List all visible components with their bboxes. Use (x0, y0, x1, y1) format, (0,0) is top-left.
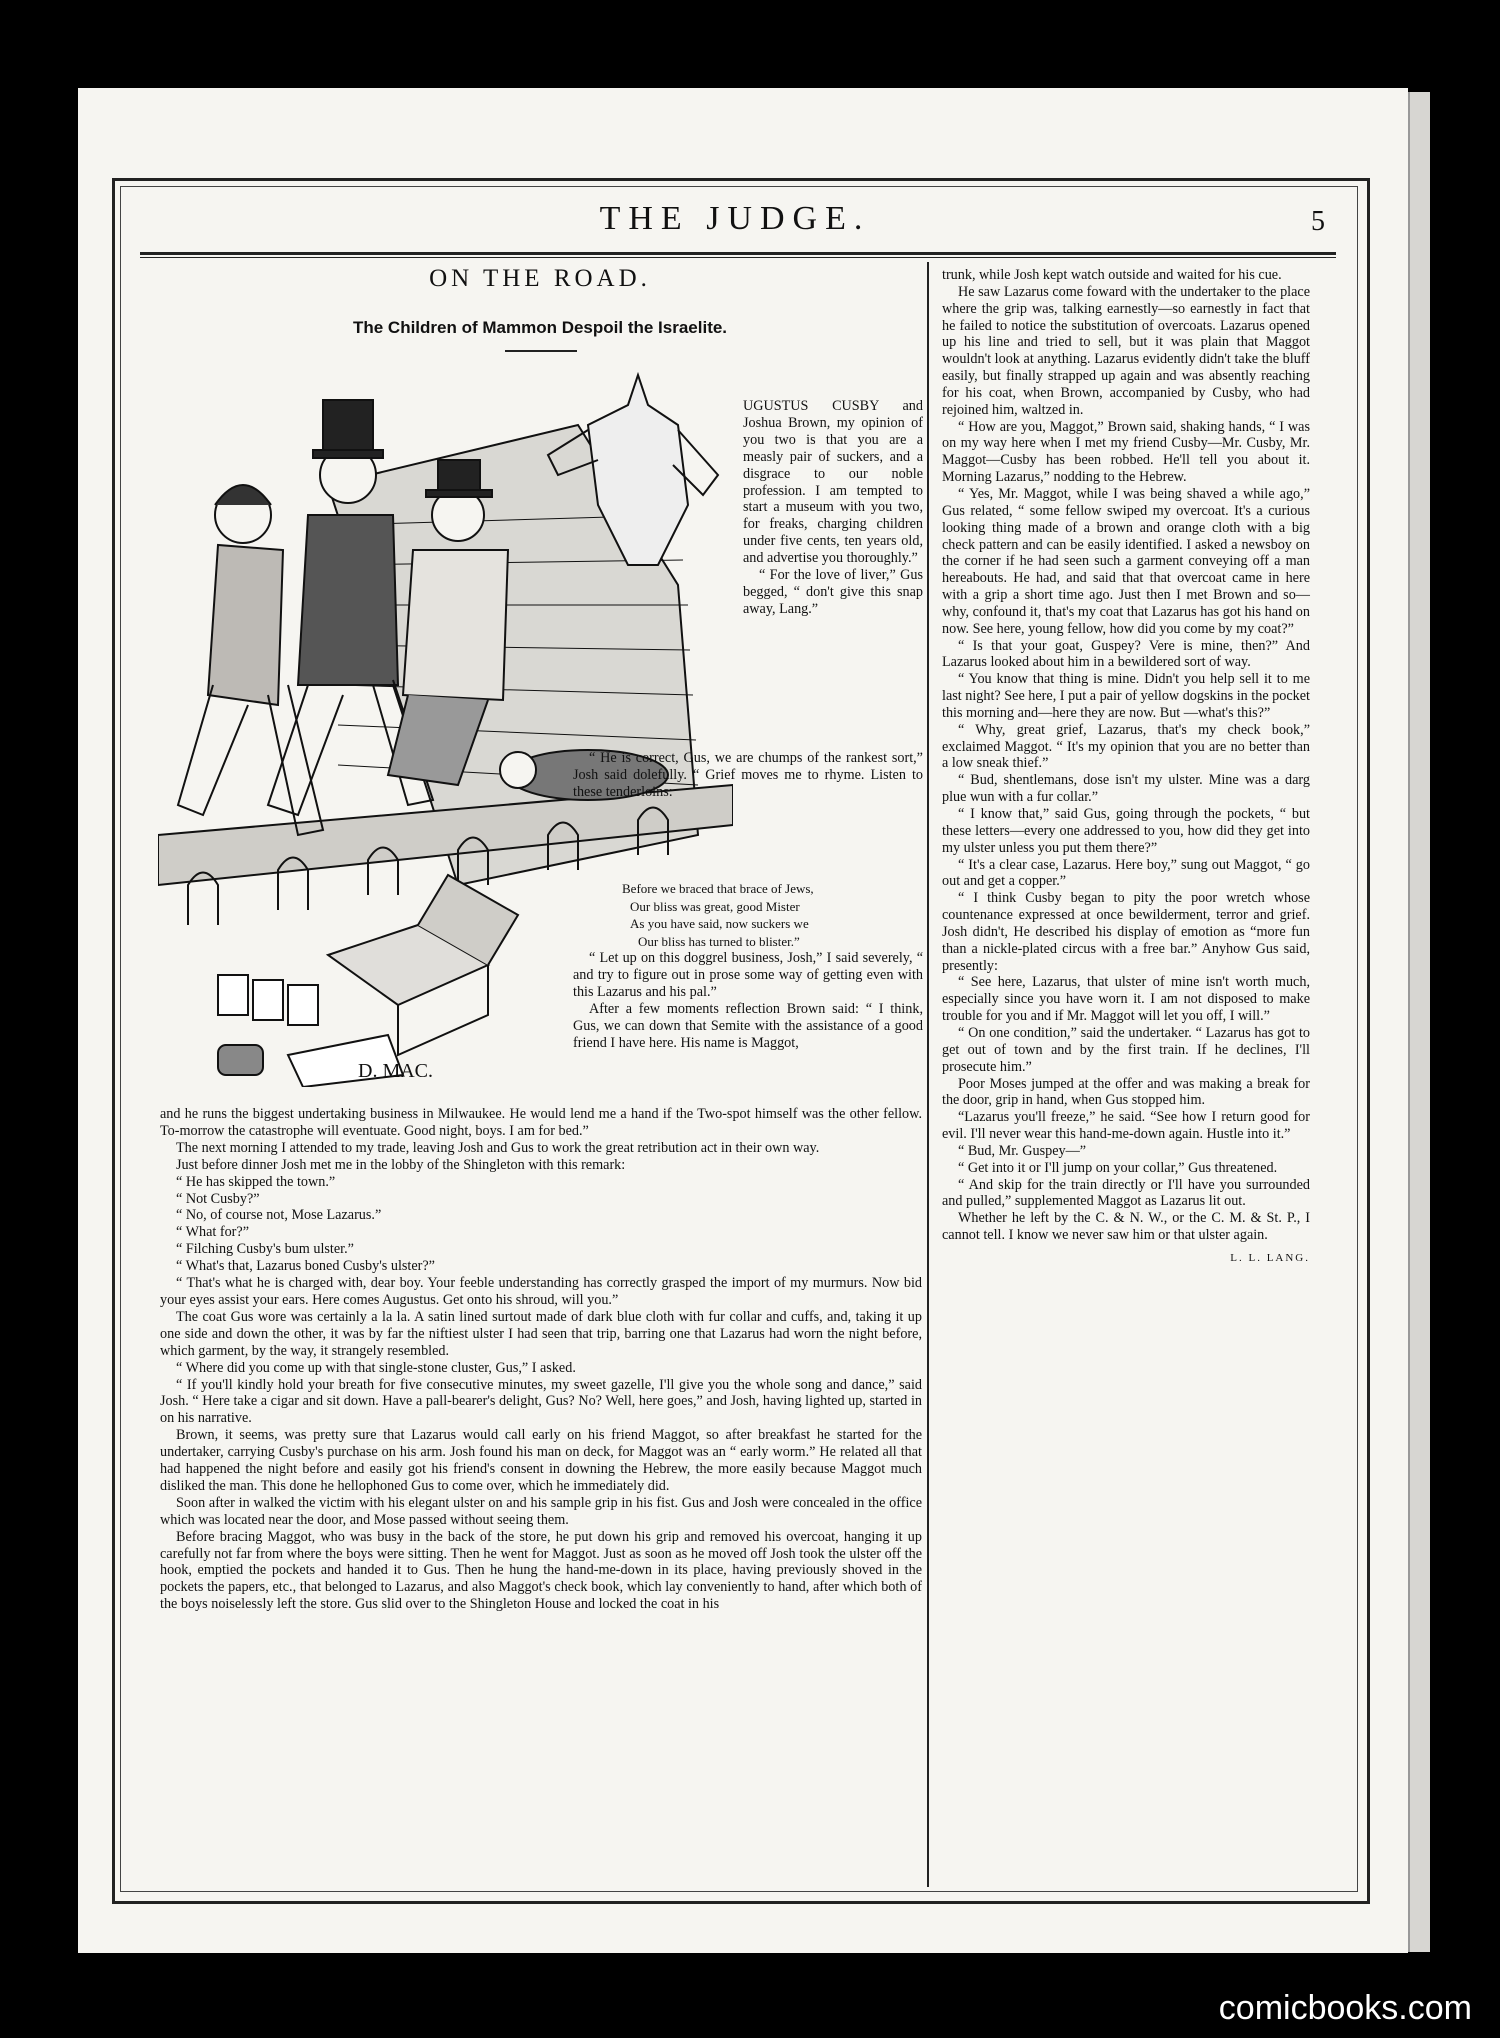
paragraph: “ He has skipped the town.” (176, 1173, 336, 1190)
paragraph: “ Let up on this doggrel business, Josh,” I said severely, “ and try to figure out in prose some way of getting even with this Lazarus and his pal.” (573, 950, 923, 1000)
masthead-title: THE JUDGE. (599, 200, 871, 237)
paragraph: “ See here, Lazarus, that ulster of mine isn't worth much, especially since you have worn it. I am not disposed to make trouble for you and if Mr. Maggot will let you off, I will.” (942, 974, 1310, 1025)
paragraph: and he runs the biggest undertaking business in Milwaukee. He would lend me a hand if the Two-spot himself was the other fellow. To-morrow the catastrophe will eventuate. Good night, boys. I am for bed.” (160, 1106, 922, 1139)
paragraph: Brown, it seems, was pretty sure that Lazarus would call early on his friend Maggot, so after breakfast he started for the undertaker, carrying Cusby's purchase on his arm. Josh found his man on deck, for Maggot was an “ early worm.” He related all that had happened the night before and easily got his friend's consent in downing the Hebrew, the more easily because Maggot much disliked the man. This done he hellophoned Gus to come over, which he immediately did. (160, 1427, 922, 1494)
paragraph: After a few moments reflection Brown said: “ I think, Gus, we can down that Semite with the assistance of a good friend I have here. His name is Maggot, (573, 1000, 923, 1051)
artist-signature: D. MAC. (358, 1060, 434, 1082)
paragraph: “ Filching Cusby's bum ulster.” (176, 1241, 354, 1258)
paragraph: Soon after in walked the victim with his elegant ulster on and his sample grip in his fist. Gus and Josh were concealed in the office which was located near the door, and Mose passed without seeing them. (160, 1494, 922, 1528)
paragraph: He saw Lazarus come foward with the undertaker to the place where the grip was, talking earnestly—so earnestly in fact that he failed to notice the substitution of overcoats. Lazarus opened up his line and tried to sell, but it was plain that Maggot wouldn't look at anything. Lazarus evidently didn't take the bluff easily, but finally strapped up again and was absently reaching for his coat, when Brown, accompanied by Cusby, who had rejoined him, waltzed in. (942, 283, 1310, 418)
paragraph: “ Bud, Mr. Guspey—” (958, 1142, 1087, 1159)
mid-inset-column (573, 950, 923, 1051)
verse-line: Our bliss was great, good Mister (630, 898, 800, 914)
paragraph: “ What's that, Lazarus boned Cusby's ulster?” (176, 1258, 435, 1275)
paragraph: “ Get into it or I'll jump on your collar,” Gus threatened. (958, 1159, 1278, 1176)
paragraph: trunk, while Josh kept watch outside and waited for his cue. (942, 267, 1282, 283)
verse-line: As you have said, now suckers we (630, 916, 809, 931)
paragraph: “ If you'll kindly hold your breath for five consecutive minutes, my sweet gazelle, I'll give you the whole song and dance,” said Josh. “ Here take a cigar and sit down. Have a pall-bearer's delight, Gus? No? Well, here goes,” and Josh, having lighted up, started in on his narrative. (160, 1376, 922, 1427)
paragraph: “ Why, great grief, Lazarus, that's my check book,” exclaimed Maggot. “ It's my opinion that you are no better than a low sneak thief.” (942, 721, 1310, 772)
paragraph: “ And skip for the train directly or I'll have you surrounded and pulled,” supplemented Maggot as Lazarus lit out. (942, 1176, 1310, 1210)
paragraph: “ I know that,” said Gus, going through the pockets, “ but these letters—every one addressed to you, how did they get into my ulster unless you put them there?” (942, 806, 1310, 856)
intro-narrow-column (743, 398, 923, 618)
paragraph: Before bracing Maggot, who was busy in the back of the store, he put down his grip and removed his overcoat, hanging it up carefully not far from where the boys were sitting. Then he went for Maggot. Just as soon as he moved off Josh took the ulster off the hook, emptied the pockets and handed it to Gus. Then he hung the hand-me-down in its place, having previously shoved in the pockets the papers, etc., that belonged to Lazarus, and also Maggot's check book, which lay conveniently to hand, after which both of the boys noiselessly left the store. Gus slid over to the Shingleton House and locked the coat in his (160, 1528, 922, 1613)
paragraph: “ For the love of liver,” Gus begged, “ don't give this snap away, Lang.” (743, 567, 923, 617)
paragraph: “ On one condition,” said the undertaker. “ Lazarus has got to get out of town and by the first train. If he declines, I'll prosecute him.” (942, 1024, 1310, 1075)
right-column (942, 267, 1310, 1267)
paragraph: Whether he left by the C. & N. W., or the C. M. & St. P., I cannot tell. I know we never saw him or that ulster again. (942, 1210, 1310, 1244)
paragraph: “ That's what he is charged with, dear boy. Your feeble understanding has correctly grasped the import of my murmurs. Now bid your eyes assist your ears. Here comes Augustus. Get onto his shroud, will you.” (160, 1275, 922, 1308)
paragraph: “ It's a clear case, Lazarus. Here boy,” sung out Maggot, “ go out and get a copper.” (942, 856, 1310, 890)
paragraph: UGUSTUS CUSBY and Joshua Brown, my opinion of you two is that you are a measly pair of suckers, and a disgrace to our noble profession. I am tempted to start a museum with you two, for freaks, charging children under five cents, ten years old, and advertise you thoroughly.” (743, 398, 923, 567)
header-rule-thin (140, 257, 1336, 258)
paragraph: “ You know that thing is mine. Didn't you help sell it to me last night? See here, I put a pair of yellow dogskins in the pocket this morning and—here they are now. But —what's this?” (942, 671, 1310, 721)
paragraph: “ I think Cusby began to pity the poor wretch whose countenance expressed at once bewilderment, terror and grief. Josh didn't, He described his display of emotion as “more fun than a nickle-plated circus with a free bar.” Anyhow Gus said, presently: (942, 890, 1310, 974)
article-title: ON THE ROAD. (429, 265, 651, 292)
paragraph: “ Is that your goat, Guspey? Vere is mine, then?” And Lazarus looked about him in a bewildered sort of way. (942, 637, 1310, 671)
paragraph: “ What for?” (176, 1224, 249, 1241)
paragraph: The next morning I attended to my trade, leaving Josh and Gus to work the great retribution act in their own way. (176, 1139, 820, 1156)
paragraph: “Lazarus you'll freeze,” he said. “See how I return good for evil. I'll never wear this hand-me-down again. Hustle into it.” (942, 1109, 1310, 1143)
verse-line: Our bliss has turned to blister.” (638, 933, 800, 949)
paragraph: “ No, of course not, Mose Lazarus.” (176, 1207, 382, 1224)
paragraph: Just before dinner Josh met me in the lobby of the Shingleton with this remark: (176, 1156, 626, 1173)
page-edge (1408, 92, 1430, 1952)
author-signature: L. L. LANG. (1230, 1251, 1310, 1264)
paragraph: “ He is correct, Gus, we are chumps of the rankest sort,” Josh said dolefully. “ Grief moves me to rhyme. Listen to these tenderloins: (573, 750, 923, 800)
paragraph: “ How are you, Maggot,” Brown said, shaking hands, “ I was on my way here when I met my friend Cusby—Mr. Cusby, Mr. Maggot—Cusby has been robbed. He'll tell you about it. Morning Lazarus,” nodding to the Hebrew. (942, 418, 1310, 486)
title-rule (505, 350, 577, 352)
verse-block (580, 880, 920, 950)
paragraph: The coat Gus wore was certainly a la la. A satin lined surtout made of dark blue cloth with fur collar and cuffs, and, taking it up one side and down the other, it was by far the niftiest ulster I had seen that trip, barring one that Lazarus had worn the night before, which garment, by the way, it strangely resembled. (160, 1308, 922, 1359)
upper-inset-column (573, 750, 923, 801)
watermark-text: comicbooks.com (1218, 1989, 1472, 2027)
article-subtitle: The Children of Mammon Despoil the Israelite. (352, 318, 728, 337)
header-rule (140, 252, 1336, 255)
page-number: 5 (1311, 206, 1325, 237)
left-full-column (160, 1106, 922, 1613)
column-rule (927, 262, 929, 1887)
paragraph: Poor Moses jumped at the offer and was making a break for the door, grip in hand, when Gus stopped him. (942, 1075, 1310, 1109)
paragraph: “ Where did you come up with that single-stone cluster, Gus,” I asked. (176, 1359, 576, 1376)
paragraph: “ Not Cusby?” (176, 1190, 260, 1207)
paragraph: “ Yes, Mr. Maggot, while I was being shaved a while ago,” Gus related, “ some fellow swiped my overcoat. It's a curious looking thing made of a brown and orange cloth with a big check pattern and can be easily identified. I asked a newsboy on the corner if he had seen such a garment conveying off a man hereabouts. He had, and said that that overcoat came in here with a grip a short time ago. Just then I met Brown and so—why, confound it, that's my coat that Lazarus has got his hand on now. See here, young fellow, how did you come by my coat?” (942, 485, 1310, 637)
verse-line: Before we braced that brace of Jews, (622, 881, 814, 896)
paragraph: “ Bud, shentlemans, dose isn't my ulster. Mine was a darg plue wun with a fur collar.” (942, 772, 1310, 806)
